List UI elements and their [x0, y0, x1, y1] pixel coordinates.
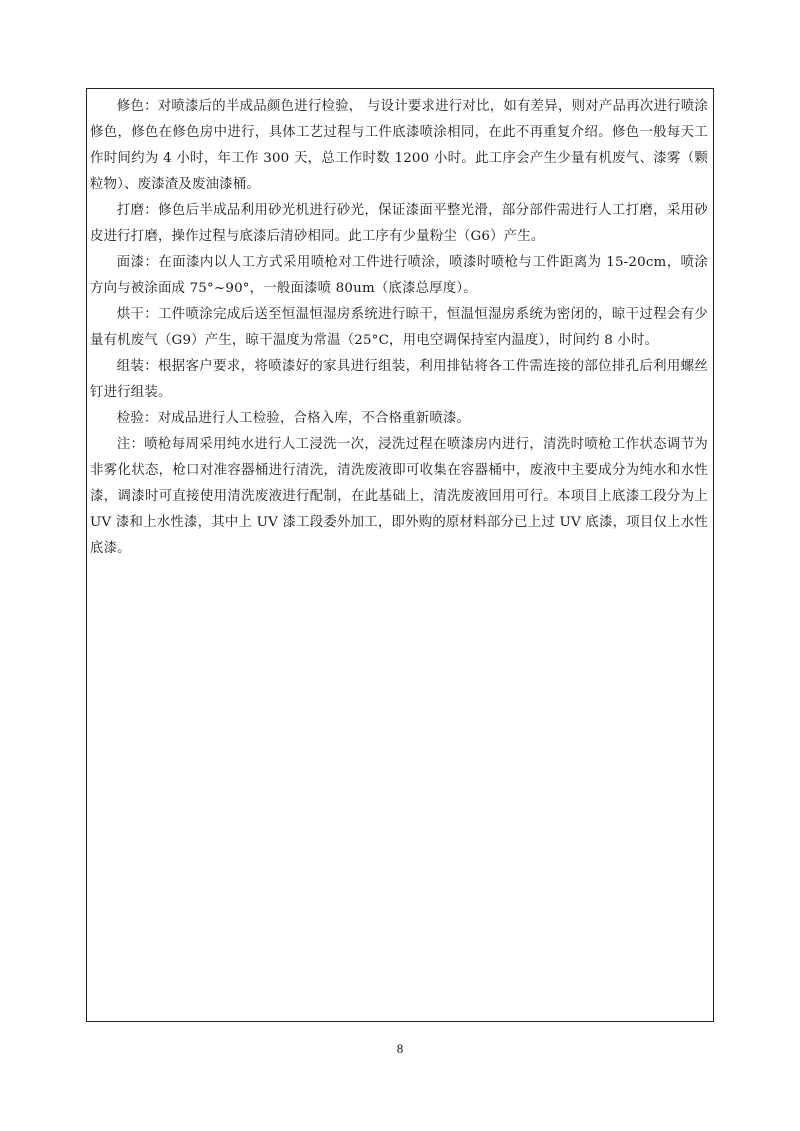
paragraph-note: 注：喷枪每周采用纯水进行人工浸洗一次，浸洗过程在喷漆房内进行，清洗时喷枪工作状态调节为非雾化状态，枪口对准容器桶进行清洗，清洗废液即可收集在容器桶中，废液中主要成分为纯水和水性漆，调漆时可直接使用清洗废液进行配制，在此基础上，清洗废液回用可行。本项目上底漆工段分为上 UV 漆和上水性漆，其中上 UV 漆工段委外加工，即外购的原材料部分已上过 UV 底漆，项目仅上水性底漆。 [90, 437, 708, 556]
page-number: 8 [396, 1041, 404, 1056]
paragraph-drying: 烘干：工件喷涂完成后送至恒温恒湿房系统进行晾干，恒温恒湿房系统为密闭的，晾干过程会有少量有机废气（G9）产生，晾干温度为常温（25°C，用电空调保持室内温度），时间约 8 小时。 [90, 307, 708, 348]
paragraph-topcoat: 面漆：在面漆内以人工方式采用喷枪对工件进行喷涂，喷漆时喷枪与工件距离为 15-20cm，喷涂方向与被涂面成 75°~90°，一般面漆喷 80um（底漆总厚度）。 [90, 255, 708, 296]
document-body [90, 94, 708, 562]
paragraph-sanding: 打磨：修色后半成品利用砂光机进行砂光，保证漆面平整光滑，部分部件需进行人工打磨，采用砂皮进行打磨，操作过程与底漆后清砂相同。此工序有少量粉尘（G6）产生。 [90, 203, 708, 244]
paragraph-color-correction: 修色：对喷漆后的半成品颜色进行检验， 与设计要求进行对比，如有差异，则对产品再次进行喷涂修色，修色在修色房中进行，具体工艺过程与工件底漆喷涂相同，在此不再重复介绍。修色一般每天工作时间约为 4 小时，年工作 300 天，总工作时数 1200 小时。此工序会产生少量有机废气、漆雾（颗粒物）、废漆渣及废油漆桶。 [90, 99, 708, 192]
paragraph-inspection: 检验：对成品进行人工检验，合格入库，不合格重新喷漆。 [116, 411, 471, 426]
paragraph-assembly: 组装：根据客户要求，将喷漆好的家具进行组装，利用排钻将各工件需连接的部位排孔后利用螺丝钉进行组装。 [90, 359, 708, 400]
